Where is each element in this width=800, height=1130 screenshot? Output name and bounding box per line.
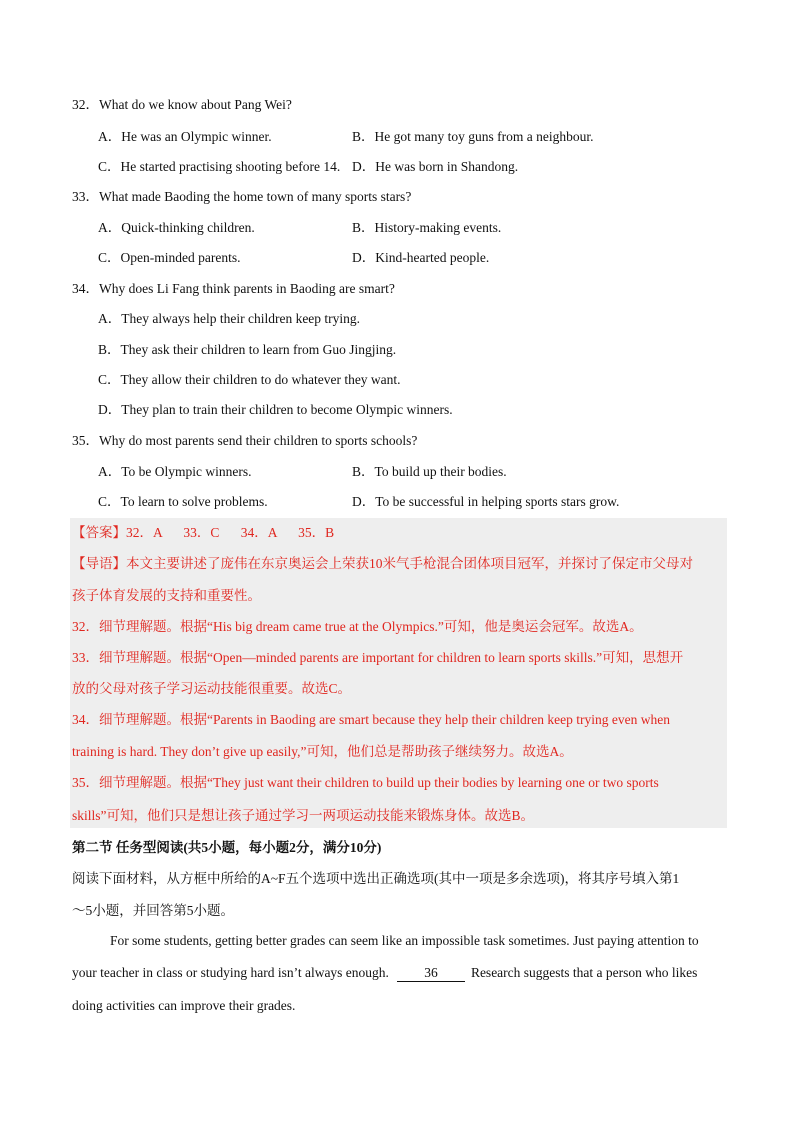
guide-text: 本文主要讲述了庞伟在东京奥运会上荣获10米气手枪混合团体项目冠军，并探讨了保定市父母对 [126,556,693,571]
section-instruction-line-2: ～5小题，并回答第5小题。 [72,903,234,918]
answer-line [72,523,334,543]
question-number: 35． [72,433,99,448]
question-text: What do we know about Pang Wei? [99,97,292,112]
guide-tag: 【导语】 [72,556,126,571]
section-instruction-line-1: 阅读下面材料，从方框中所给的A~F五个选项中选出正确选项(其中一项是多余选项)，将其序号填入第1 [72,871,680,886]
section-heading: 第二节 任务型阅读(共5小题，每小题2分，满分10分) [72,840,382,855]
option-33-b: B．History-making events. [352,220,502,235]
explanation-35-line-1: 35．细节理解题。根据“They just want their children to build up their bodies by learning one or two sports [72,775,659,790]
option-32-b: B．He got many toy guns from a neighbour. [352,129,594,144]
option-35-d: D．To be successful in helping sports stars grow. [352,494,620,509]
option-34-d: D．They plan to train their children to become Olympic winners. [98,402,453,417]
passage-text: your teacher in class or studying hard isn’t always enough. [72,965,389,980]
question-number: 33． [72,189,99,204]
guide-line-1 [72,554,693,574]
explanation-33-line-2: 放的父母对孩子学习运动技能很重要。故选C。 [72,681,352,696]
option-33-d: D．Kind-hearted people. [352,250,490,265]
option-34-c: C．They allow their children to do whatever they want. [98,372,401,387]
option-32-c: C．He started practising shooting before 14. [98,159,341,174]
passage-line-2 [72,963,697,983]
option-34-b: B．They ask their children to learn from Guo Jingjing. [98,342,397,357]
option-35-a: A．To be Olympic winners. [98,464,252,479]
explanation-35-line-2: skills”可知，他们只是想让孩子通过学习一两项运动技能来锻炼身体。故选B。 [72,808,535,823]
question-35 [72,431,417,451]
question-number: 32． [72,97,99,112]
option-33-c: C．Open-minded parents. [98,250,241,265]
question-33 [72,187,411,207]
passage-line-3: doing activities can improve their grades. [72,998,296,1013]
explanation-34-line-1: 34．细节理解题。根据“Parents in Baoding are smart because they help their children keep trying even when [72,712,670,727]
question-text: Why does Li Fang think parents in Baoding are smart? [99,281,395,296]
explanation-32: 32．细节理解题。根据“His big dream came true at the Olympics.”可知，他是奥运会冠军。故选A。 [72,619,643,634]
option-33-a: A．Quick-thinking children. [98,220,255,235]
guide-line-2: 孩子体育发展的支持和重要性。 [72,588,261,603]
option-34-a: A．They always help their children keep trying. [98,311,361,326]
question-text: Why do most parents send their children to sports schools? [99,433,418,448]
answer-text: 32．A 33．C 34．A 35．B [126,525,335,540]
answer-tag: 【答案】 [72,525,126,540]
passage-line-1: For some students, getting better grades can seem like an impossible task sometimes. Just paying attention to [110,933,699,948]
explanation-33-line-1: 33．细节理解题。根据“Open—minded parents are important for children to learn sports skills.”可知，思想开 [72,650,684,665]
blank-36[interactable]: 36 [397,965,465,982]
option-35-b: B．To build up their bodies. [352,464,507,479]
question-text: What made Baoding the home town of many sports stars? [99,189,412,204]
option-32-a: A．He was an Olympic winner. [98,129,272,144]
option-35-c: C．To learn to solve problems. [98,494,268,509]
question-number: 34． [72,281,99,296]
question-34 [72,279,395,299]
passage-text: Research suggests that a person who likes [470,965,698,980]
question-32 [72,95,292,115]
explanation-34-line-2: training is hard. They don’t give up easily,”可知，他们总是帮助孩子继续努力。故选A。 [72,744,573,759]
option-32-d: D．He was born in Shandong. [352,159,519,174]
